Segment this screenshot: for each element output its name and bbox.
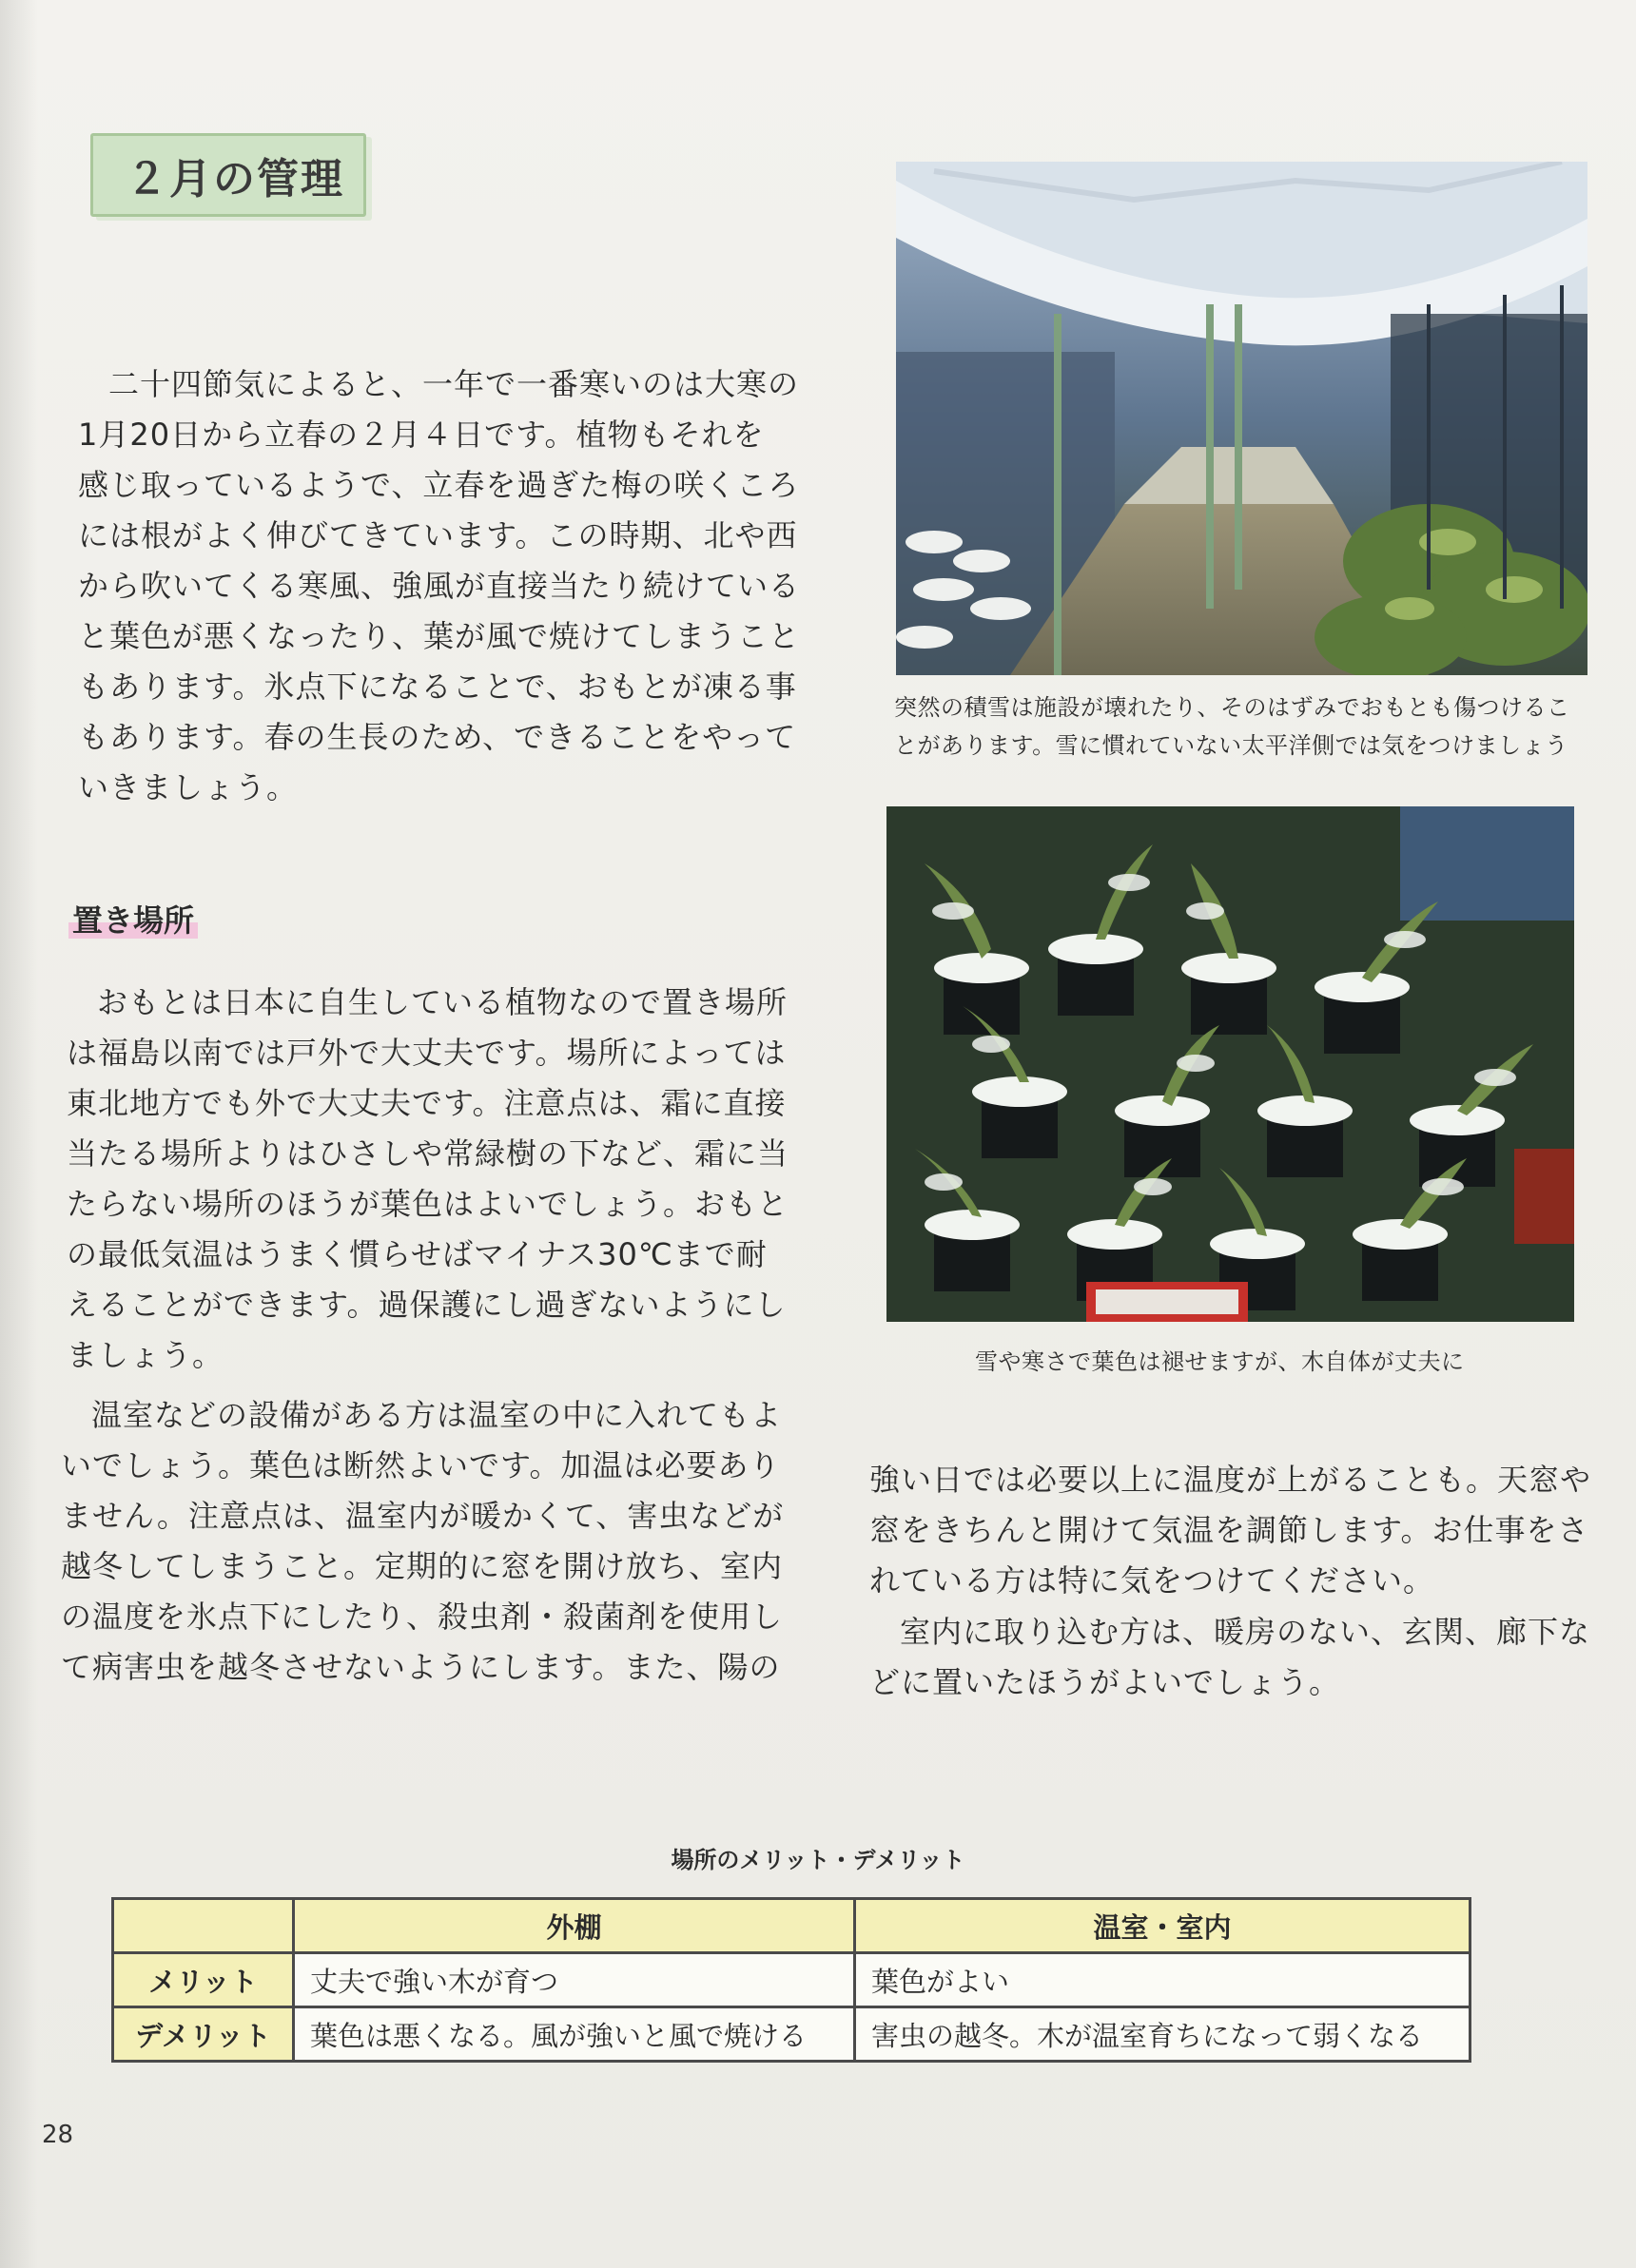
section-line: えることができます。過保護にし過ぎないようにし bbox=[67, 1287, 787, 1323]
section-line: ません。注意点は、温室内が暖かくて、害虫などが bbox=[61, 1498, 785, 1534]
right-line: 窓をきちんと開けて気温を調節します。お仕事をさ bbox=[869, 1512, 1589, 1548]
right-line: 室内に取り込む方は、暖房のない、玄関、廊下な bbox=[900, 1614, 1591, 1650]
section-line: 温室などの設備がある方は温室の中に入れてもよ bbox=[91, 1397, 783, 1433]
right-line: れている方は特に気をつけてください。 bbox=[869, 1562, 1435, 1599]
section-line: 越冬してしまうこと。定期的に窓を開け放ち、室内 bbox=[61, 1548, 784, 1584]
right-paragraph-2 bbox=[869, 1607, 1611, 1708]
section-line: の温度を氷点下にしたり、殺虫剤・殺菌剤を使用し bbox=[61, 1599, 784, 1635]
photo1-caption bbox=[894, 688, 1617, 765]
page-title: ２月の管理 bbox=[126, 155, 344, 204]
right-line: どに置いたほうがよいでしょう。 bbox=[869, 1664, 1341, 1700]
intro-line: もあります。春の生長のため、できることをやって bbox=[78, 719, 797, 755]
intro-line: もあります。氷点下になることで、おもとが凍る事 bbox=[78, 669, 797, 705]
intro-line: と葉色が悪くなったり、葉が風で焼けてしまうこと bbox=[78, 618, 801, 654]
page-shadow bbox=[0, 0, 38, 2268]
section-heading: 置き場所 bbox=[68, 897, 198, 940]
cell-indoor: 葉色がよい bbox=[855, 1953, 1470, 2007]
table-header-row bbox=[113, 1899, 1470, 1953]
intro-paragraph bbox=[78, 359, 820, 813]
snowy-pots-photo bbox=[886, 806, 1574, 1322]
intro-line: いきましょう。 bbox=[78, 769, 299, 805]
photo2-caption: 雪や寒さで葉色は褪せますが、木自体が丈夫に bbox=[975, 1348, 1465, 1375]
intro-line: から吹いてくる寒風、強風が直接当たり続けている bbox=[78, 568, 801, 604]
section-line: いでしょう。葉色は断然よいです。加温は必要あり bbox=[61, 1447, 781, 1483]
merit-demerit-table bbox=[111, 1897, 1471, 2063]
table-title: 場所のメリット・デメリット bbox=[671, 1847, 965, 1873]
section-line: 当たる場所よりはひさしや常緑樹の下など、霜に当 bbox=[67, 1135, 789, 1172]
table-header-indoor: 温室・室内 bbox=[855, 1899, 1470, 1953]
section-line: の最低気温はうまく慣らせばマイナス30℃まで耐 bbox=[67, 1236, 768, 1272]
intro-line: 二十四節気によると、一年で一番寒いのは大寒の bbox=[108, 366, 800, 402]
right-line: 強い日では必要以上に温度が上がることも。天窓や bbox=[869, 1462, 1592, 1498]
intro-line: には根がよく伸びてきています。この時期、北や西 bbox=[78, 517, 798, 553]
page-number: 28 bbox=[42, 2121, 74, 2149]
row-label-demerit: デメリット bbox=[113, 2007, 294, 2062]
section-paragraph-2 bbox=[61, 1390, 803, 1693]
cell-outdoor: 葉色は悪くなる。風が強いと風で焼ける bbox=[294, 2007, 855, 2062]
section-paragraph-1 bbox=[67, 978, 808, 1381]
section-line: たらない場所のほうが葉色はよいでしょう。おもと bbox=[67, 1186, 789, 1222]
section-line: 東北地方でも外で大丈夫です。注意点は、霜に直接 bbox=[67, 1085, 787, 1121]
photo1-caption-line: 突然の積雪は施設が壊れたり、そのはずみでおもとも傷つけるこ bbox=[894, 694, 1570, 721]
photo1-caption-line: とがあります。雪に慣れていない太平洋側では気をつけましょう bbox=[894, 732, 1568, 759]
intro-line: 感じ取っているようで、立春を過ぎた梅の咲くころ bbox=[78, 467, 800, 503]
table-row bbox=[113, 2007, 1470, 2062]
cell-indoor: 害虫の越冬。木が温室育ちになって弱くなる bbox=[855, 2007, 1470, 2062]
title-box bbox=[90, 133, 366, 217]
right-paragraph-1 bbox=[869, 1455, 1611, 1606]
table-header-corner bbox=[113, 1899, 294, 1953]
section-line: ましょう。 bbox=[67, 1337, 224, 1373]
table-row bbox=[113, 1953, 1470, 2007]
section-line: て病害虫を越冬させないようにします。また、陽の bbox=[61, 1649, 781, 1685]
section-line: おもとは日本に自生している植物なので置き場所 bbox=[97, 984, 789, 1020]
intro-line: 1月20日から立春の２月４日です。植物もそれを bbox=[78, 417, 765, 453]
cell-outdoor: 丈夫で強い木が育つ bbox=[294, 1953, 855, 2007]
section-line: は福島以南では戸外で大丈夫です。場所によっては bbox=[67, 1035, 787, 1071]
row-label-merit: メリット bbox=[113, 1953, 294, 2007]
snowy-greenhouse-photo bbox=[896, 162, 1587, 675]
table-header-outdoor: 外棚 bbox=[294, 1899, 855, 1953]
